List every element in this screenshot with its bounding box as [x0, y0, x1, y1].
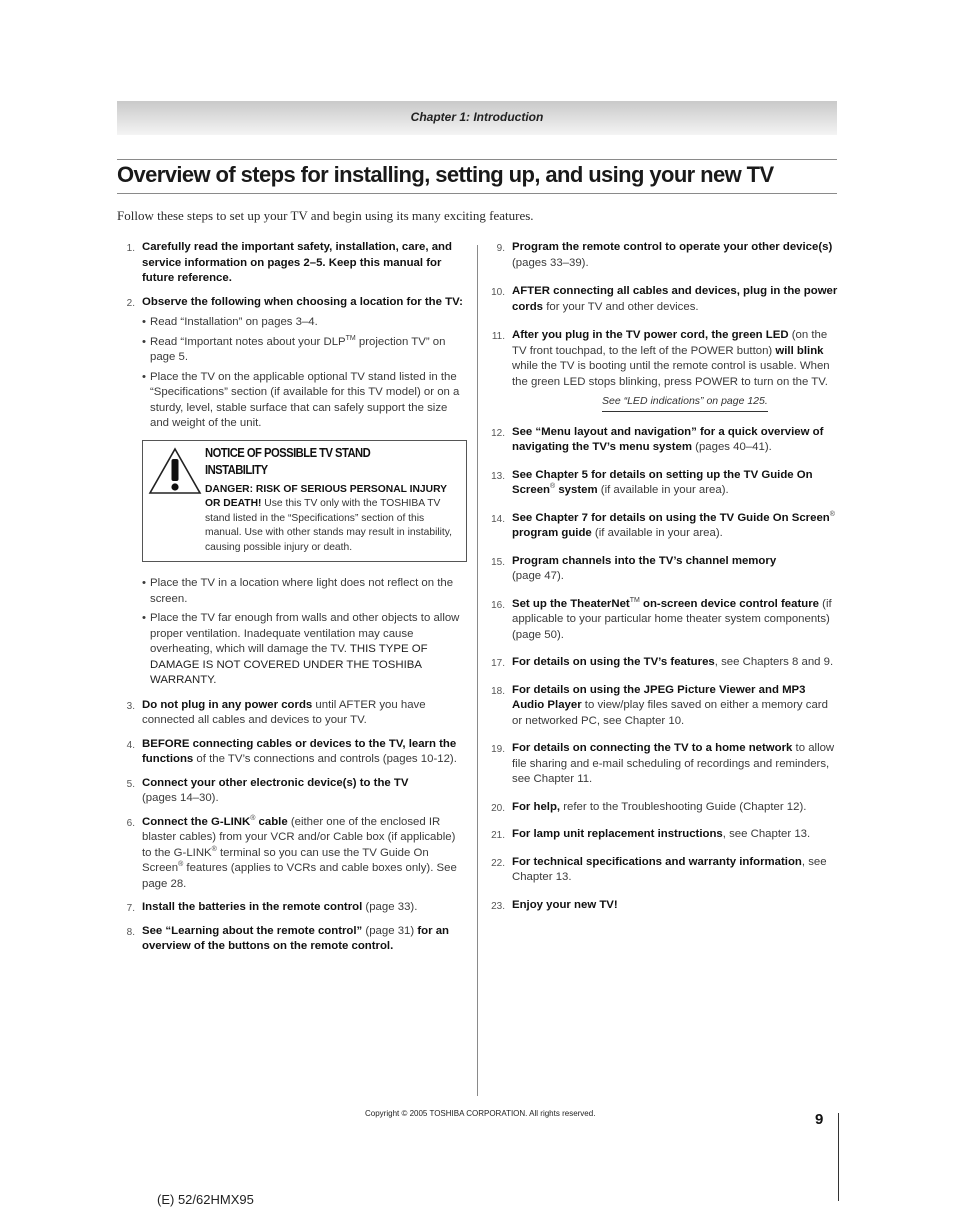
step-23: 23. Enjoy your new TV! — [491, 898, 618, 912]
notice-danger: DANGER: RISK OF SERIOUS PERSONAL INJURY OR DEATH! — [205, 483, 447, 509]
step-19: 19. For details on connecting the TV to a home network to allow file sharing and e-mail scheduling of recordings and reminders, see Chapter 11. — [491, 742, 835, 785]
chapter-header-band — [117, 101, 837, 135]
page-number: 9 — [815, 1111, 824, 1128]
step-12: 12. See “Menu layout and navigation” for a quick overview of navigating the TV’s menu system (pages 40–41). — [491, 425, 824, 453]
left-column — [117, 240, 467, 955]
step-13: 13. See Chapter 5 for details on setting up the TV Guide On Screen® system (if available in your area). — [491, 468, 813, 496]
step-18: 18. For details on using the JPEG Picture Viewer and MP3 Audio Player to view/play files saved on either a memory card or networked PC, see Chapter 10. — [491, 683, 828, 727]
step-17: 17. For details on using the TV’s features, see Chapters 8 and 9. — [491, 656, 834, 669]
bullet-item: • Place the TV on the applicable optional TV stand listed in the “Specifications” section (if available for this TV model) or on a sturdy, level, stable surface that can safely support the size and weight of the unit. — [142, 370, 467, 432]
step-bold-text: Carefully read the important safety, installation, care, and service information on pages 2–5. Keep this manual for future reference. — [142, 241, 452, 284]
step-16: 16. Set up the TheaterNet™ on-screen device control feature (if applicable to your particular home theater system components) (page 50). — [491, 596, 832, 641]
bullet-item: • Read “Installation” on pages 3–4. — [142, 315, 467, 331]
copyright-notice: Copyright © 2005 TOSHIBA CORPORATION. All rights reserved. — [365, 1109, 596, 1118]
step-14: 14. See Chapter 7 for details on using the TV Guide On Screen® program guide (if available in your area). — [491, 510, 835, 539]
step-7: 7. Install the batteries in the remote control (page 33). — [126, 901, 418, 914]
step-21: 21. For lamp unit replacement instructions, see Chapter 13. — [491, 828, 811, 841]
notice-text: Use this TV only with the TOSHIBA TV stand listed in the “Specifications” section of this manual. Use with other stands may result in instability, causing possible injury or death. — [205, 498, 453, 553]
step-1 — [117, 240, 467, 287]
step-6: 6. Connect the G-LINK® cable (either one of the enclosed IR blaster cables) from your VCR and/or Cable box (if applicable) to the G-LINK® terminal so you can use the TV Guide On Screen® features (applies to VCRs and cable boxes only). See page 28. — [126, 814, 457, 890]
title-top-rule — [117, 159, 837, 160]
step-bold-text: Observe the following when choosing a location for the TV: — [142, 295, 463, 308]
step-9: 9. Program the remote control to operate your other device(s) (pages 33–39). — [496, 241, 833, 269]
step-3: 3. Do not plug in any power cords until AFTER you have connected all cables and devices to your TV. — [126, 698, 426, 726]
chapter-label: Chapter 1: Introduction — [410, 110, 544, 124]
bullet-item: • Place the TV in a location where light does not reflect on the screen. — [142, 576, 467, 607]
step-4: 4. BEFORE connecting cables or devices to the TV, learn the functions of the TV’s connections and controls (pages 10-12). — [126, 737, 457, 765]
right-column — [487, 240, 839, 913]
step-2-continued — [117, 576, 467, 689]
step-11: 11. After you plug in the TV power cord, the green LED (on the TV front touchpad, to the left of the POWER button) will blink while the TV is booting until the remote control is usable. When the green LED stops blinking, press POWER to turn on the TV. See “LED indications” on page 125. — [487, 328, 839, 412]
page-title: Overview of steps for installing, setting up, and using your new TV — [117, 162, 774, 187]
intro-paragraph: Follow these steps to set up your TV and begin using its many exciting features. — [117, 208, 534, 223]
step-8: 8. See “Learning about the remote control” (page 31) for an overview of the buttons on the remote control. — [126, 924, 449, 952]
stand-instability-notice — [142, 440, 467, 563]
page-number-rule — [838, 1113, 839, 1201]
warning-triangle-icon — [148, 447, 202, 495]
bullet-item: • Read “Important notes about your DLP™ projection TV” on page 5. — [142, 335, 467, 366]
step-10: 10. AFTER connecting all cables and devices, plug in the power cords for your TV and other devices. — [491, 285, 838, 313]
step-15: 15. Program channels into the TV’s channel memory (page 47). — [491, 554, 777, 582]
step-2 — [117, 295, 467, 432]
column-divider — [477, 245, 478, 1096]
step-22: 22. For technical specifications and warranty information, see Chapter 13. — [491, 855, 827, 883]
step-number: 1. — [126, 243, 135, 254]
led-reference-note: See “LED indications” on page 125. — [602, 394, 768, 412]
step-5: 5. Connect your other electronic device(s) to the TV (pages 14–30). — [126, 776, 409, 804]
notice-title: NOTICE OF POSSIBLE TV STAND INSTABILITY — [205, 445, 371, 477]
model-number: (E) 52/62HMX95 — [157, 1192, 254, 1207]
bullet-item: • Place the TV far enough from walls and other objects to allow proper ventilation. Inadequate ventilation may cause overheating, which will damage the TV. THIS TYPE OF DAMAGE IS NOT COVERED UNDER THE TOSHIBA WARRANTY. — [142, 611, 467, 689]
step-20: 20. For help, refer to the Troubleshooting Guide (Chapter 12). — [491, 800, 807, 814]
step-number: 2. — [126, 297, 135, 309]
title-bottom-rule — [117, 193, 837, 194]
